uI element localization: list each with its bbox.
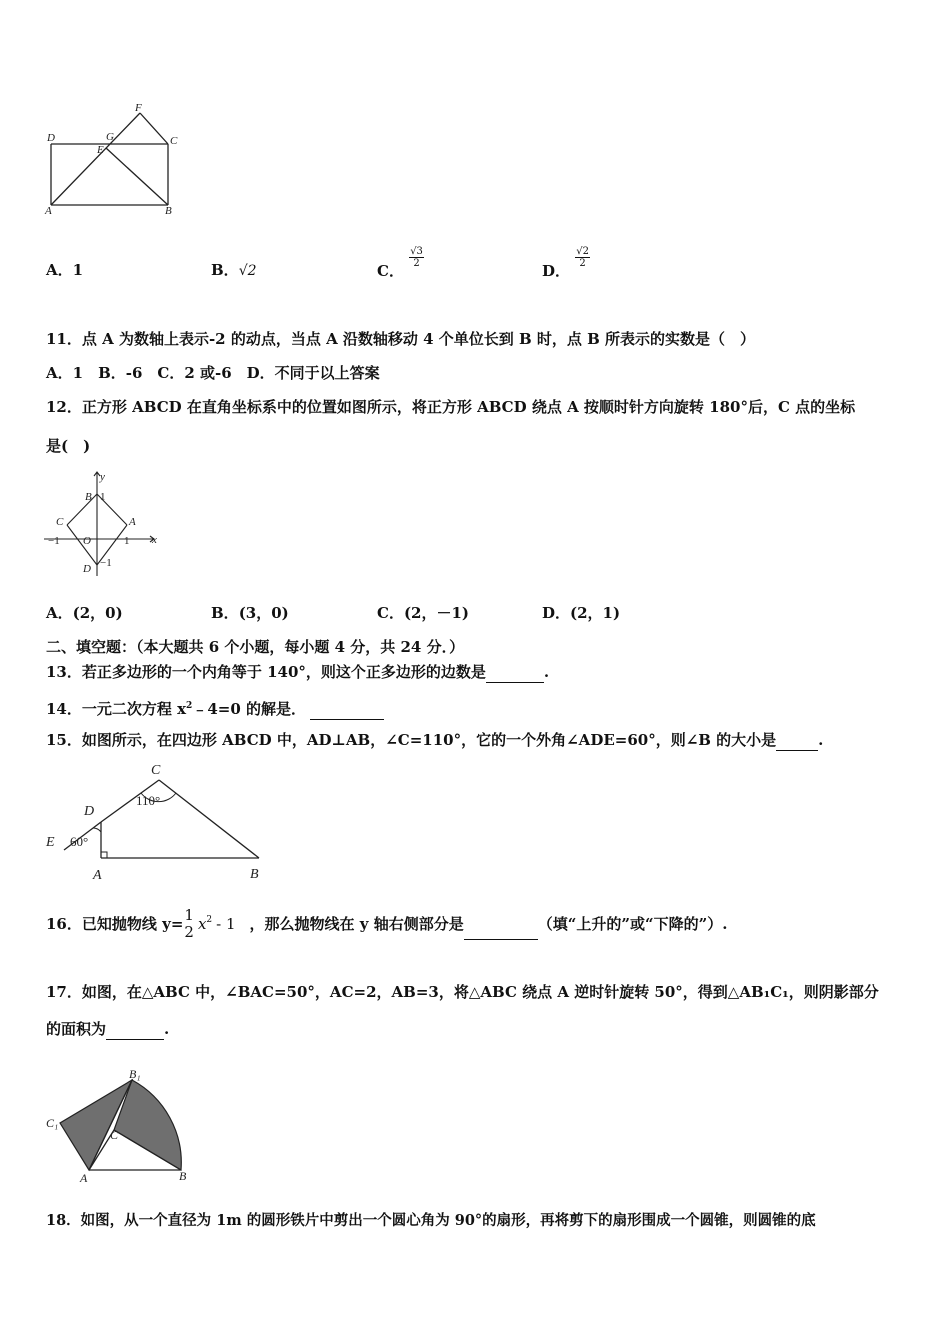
q16-tail: （填“上升的”或“下降的”）. <box>537 915 728 933</box>
q17-tail: . <box>164 1020 170 1038</box>
q12-option-a-letter: A． <box>46 604 73 622</box>
q14-suffix: ﹣4=0 的解是． <box>192 700 306 718</box>
q10-option-d-numerator: √2 <box>576 246 589 257</box>
q10-option-d <box>542 246 590 280</box>
q12-option-c-value: (2，－1) <box>403 604 470 622</box>
q10-figure <box>44 100 184 220</box>
q13-text: 13．若正多边形的一个内角等于 140°，则这个正多边形的边数是 <box>46 663 486 681</box>
q12-option-d <box>542 603 620 623</box>
q16-denominator: 2 <box>184 923 194 941</box>
q12-option-d-value: (2，1) <box>570 604 621 622</box>
q10-label-b: B <box>165 205 172 217</box>
q15-angle-d: 60° <box>70 834 89 849</box>
q12-label-one-top: 1 <box>100 491 106 503</box>
q12-option-a <box>46 603 123 623</box>
q10-label-e: E <box>97 144 104 156</box>
q17-question-line2 <box>46 1019 169 1040</box>
q11-options: A．1 B．-6 C．2 或-6 D．不同于以上答案 <box>46 364 380 382</box>
q10-option-d-denominator: 2 <box>579 258 586 269</box>
q16-minus-one: - 1 <box>216 915 236 933</box>
q17-label-b1: B₁ <box>129 1067 141 1081</box>
q12-question-line1: 12．正方形 ABCD 在直角坐标系中的位置如图所示，将正方形 ABCD 绕点 A 按顺时针方向旋转 180°后，C 点的坐标 <box>46 398 856 416</box>
q10-option-c-numerator: √3 <box>410 246 423 257</box>
q16-exponent: 2 <box>206 915 213 925</box>
q12-option-a-value: (2，0) <box>72 604 123 622</box>
q10-option-c <box>377 246 424 280</box>
q13-question <box>46 662 549 683</box>
q11-question: 11．点 A 为数轴上表示-2 的动点，当点 A 沿数轴移动 4 个单位长到 B 时，点 B 所表示的实数是（ ） <box>46 330 756 348</box>
q15-label-b: B <box>250 867 259 882</box>
q15-label-a: A <box>93 868 102 883</box>
q15-text: 15．如图所示，在四边形 ABCD 中，AD⊥AB，∠C=110°，它的一个外角∠ADE=60°，则∠B 的大小是 <box>46 731 777 749</box>
q10-option-c-fraction <box>409 246 424 269</box>
q10-option-d-fraction <box>575 246 590 269</box>
q17-label-a: A <box>80 1171 88 1185</box>
q17-label-b: B <box>179 1169 187 1183</box>
q12-option-d-letter: D． <box>542 604 571 622</box>
q12-option-b <box>211 603 289 623</box>
q12-label-b: B <box>85 491 92 503</box>
q10-option-c-letter: C． <box>377 261 404 280</box>
q10-option-d-letter: D． <box>542 261 571 280</box>
q15-label-d: D <box>84 804 95 819</box>
q12-label-d: D <box>83 563 91 575</box>
q14-exponent: 2 <box>186 701 193 711</box>
q12-option-c-letter: C． <box>377 604 404 622</box>
q10-option-c-denominator: 2 <box>413 258 420 269</box>
q14-answer-blank <box>310 699 384 720</box>
q17-answer-blank <box>106 1019 164 1040</box>
q10-option-b-letter: B． <box>211 261 239 279</box>
q10-label-g: G <box>106 131 114 143</box>
q10-option-a-letter: A． <box>46 261 73 279</box>
q18-question: 18．如图，从一个直径为 1m 的圆形铁片中剪出一个圆心角为 90°的扇形，再将剪下的扇形围成一个圆锥，则圆锥的底 <box>46 1212 816 1229</box>
q16-suffix: ，那么抛物线在 y 轴右侧部分是 <box>249 915 464 933</box>
q12-label-c: C <box>56 516 64 528</box>
q12-label-o: O <box>83 535 91 547</box>
q15-answer-blank <box>776 730 818 751</box>
q12-question-line2: 是( ) <box>46 437 91 455</box>
q16-x: x <box>197 915 207 933</box>
section2-title: 二、填空题：（本大题共 6 个小题，每小题 4 分，共 24 分．） <box>46 638 465 656</box>
q12-label-minus1-left: −1 <box>48 535 60 547</box>
q13-answer-blank <box>486 662 544 683</box>
q10-label-a: A <box>45 205 52 217</box>
q12-label-y: y <box>100 471 105 483</box>
q17-text-line2: 的面积为 <box>46 1020 107 1038</box>
q17-question-line1: 17．如图，在△ABC 中，∠BAC=50°，AC=2，AB=3，将△ABC 绕点 A 逆时针旋转 50°，得到△AB₁C₁，则阴影部分 <box>46 983 879 1001</box>
q10-option-b <box>211 260 257 281</box>
q16-answer-blank <box>464 909 538 940</box>
q17-label-c: C <box>110 1128 119 1142</box>
q17-figure <box>42 1066 202 1186</box>
q10-label-c: C <box>170 135 178 147</box>
q12-label-minus1-bottom: −1 <box>100 557 112 569</box>
q10-label-f: F <box>135 102 142 114</box>
q12-option-b-value: (3，0) <box>238 604 289 622</box>
q15-label-e: E <box>46 835 55 850</box>
q12-label-one-right: 1 <box>124 535 130 547</box>
q14-question <box>46 696 384 720</box>
q10-label-d: D <box>47 132 55 144</box>
q15-angle-c: 110° <box>136 793 161 808</box>
q13-tail: . <box>543 663 550 681</box>
q16-fraction <box>183 907 195 941</box>
q10-option-a <box>46 260 83 280</box>
q12-label-a: A <box>129 516 136 528</box>
q12-label-x: x <box>152 534 157 546</box>
q15-question <box>46 730 823 751</box>
q17-label-c1: C₁ <box>46 1116 59 1130</box>
q10-option-b-value: √2 <box>238 263 257 279</box>
q15-figure <box>42 758 272 886</box>
q15-tail: . <box>818 731 824 749</box>
q10-option-a-value: 1 <box>72 261 84 279</box>
q16-question <box>46 905 727 941</box>
q16-numerator: 1 <box>184 906 194 924</box>
q12-figure <box>42 468 168 584</box>
q12-option-b-letter: B． <box>211 604 239 622</box>
q14-prefix: 14．一元二次方程 x <box>46 700 187 718</box>
q15-label-c: C <box>151 763 161 778</box>
q16-prefix: 16．已知抛物线 y= <box>46 915 184 933</box>
q12-option-c <box>377 603 469 623</box>
